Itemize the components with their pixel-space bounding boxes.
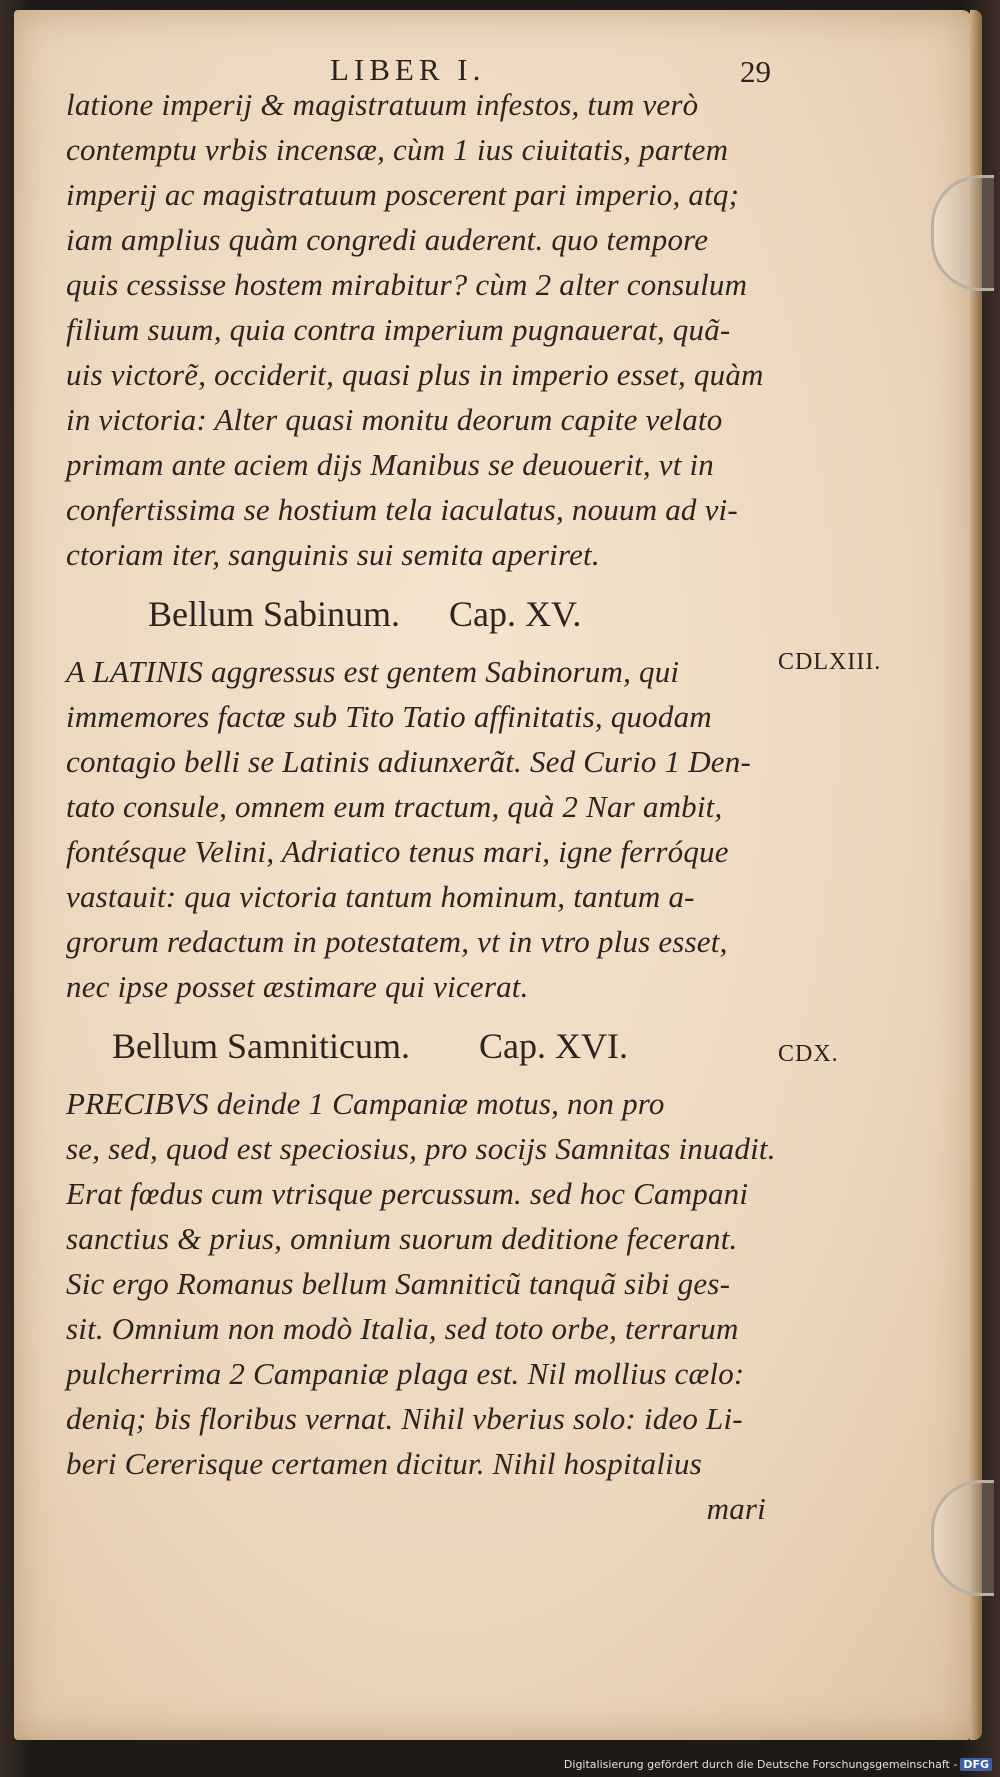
page-clip-top <box>931 175 994 291</box>
margin-note-year: CDLXIII. <box>778 649 882 675</box>
chapter-number: Cap. XV. <box>449 594 582 634</box>
text-line: se, sed, quod est speciosius, pro socijs Samnitas inuadit. <box>66 1131 776 1166</box>
text-line: vastauit: qua victoria tantum hominum, tantum a- <box>66 879 695 914</box>
page-clip-bottom <box>931 1480 994 1596</box>
text-line: latione imperij & magistratuum infestos, tum verò <box>66 87 699 122</box>
text-line: uis victorẽ, occiderit, quasi plus in imperio esset, quàm <box>66 357 764 392</box>
text-line: quis cessisse hostem mirabitur? cùm 2 alter consulum <box>66 267 748 302</box>
main-text <box>66 82 776 1531</box>
text-line: beri Cererisque certamen dicitur. Nihil hospitalius <box>66 1446 702 1481</box>
samniticum-paragraph <box>66 1081 776 1531</box>
text-line: immemores factæ sub Tito Tatio affinitatis, quodam <box>66 699 712 734</box>
text-line: in victoria: Alter quasi monitu deorum capite velato <box>66 402 723 437</box>
chapter-number: Cap. XVI. <box>478 1026 628 1066</box>
text-line: pulcherrima 2 Campaniæ plaga est. Nil mollius cælo: <box>66 1356 745 1391</box>
text-line: nec ipse posset æstimare qui vicerat. <box>66 969 529 1004</box>
digitization-credit <box>564 1758 992 1771</box>
text-line: imperij ac magistratuum poscerent pari imperio, atq; <box>66 177 740 212</box>
text-line: contemptu vrbis incensæ, cùm 1 ius ciuitatis, partem <box>66 132 729 167</box>
text-line: A LATINIS aggressus est gentem Sabinorum, qui <box>66 654 680 689</box>
chapter-heading-xvi <box>66 1021 766 1071</box>
chapter-heading-xv <box>66 589 766 639</box>
catchword: mari <box>706 1491 766 1526</box>
text-line: tato consule, omnem eum tractum, quà 2 Nar ambit, <box>66 789 723 824</box>
text-line: filium suum, quia contra imperium pugnauerat, quã- <box>66 312 731 347</box>
chapter-title: Bellum Sabinum. <box>148 594 400 634</box>
text-line: ctoriam iter, sanguinis sui semita aperiret. <box>66 537 600 572</box>
sabinum-paragraph <box>66 649 766 1009</box>
text-line: deniq; bis floribus vernat. Nihil vberius solo: ideo Li- <box>66 1401 743 1436</box>
text-line: sit. Omnium non modò Italia, sed toto orbe, terrarum <box>66 1311 739 1346</box>
text-line: contagio belli se Latinis adiunxerãt. Sed Curio 1 Den- <box>66 744 751 779</box>
text-line: confertissima se hostium tela iaculatus, nouum ad vi- <box>66 492 738 527</box>
text-line: iam amplius quàm congredi auderent. quo tempore <box>66 222 709 257</box>
text-line: sanctius & prius, omnium suorum deditione fecerant. <box>66 1221 738 1256</box>
text-line: PRECIBVS deinde 1 Campaniæ motus, non pro <box>66 1086 665 1121</box>
text-line: fontésque Velini, Adriatico tenus mari, igne ferróque <box>66 834 729 869</box>
intro-paragraph <box>66 82 766 577</box>
text-line: primam ante aciem dijs Manibus se deuouerit, vt in <box>66 447 714 482</box>
dfg-logo: DFG <box>960 1758 992 1771</box>
text-line: Sic ergo Romanus bellum Samniticũ tanquã sibi ges- <box>66 1266 731 1301</box>
chapter-title: Bellum Samniticum. <box>112 1026 410 1066</box>
credit-text: Digitalisierung gefördert durch die Deutsche Forschungsgemeinschaft - <box>563 1758 958 1771</box>
text-line: Erat fœdus cum vtrisque percussum. sed hoc Campani <box>66 1176 749 1211</box>
text-line: grorum redactum in potestatem, vt in vtro plus esset, <box>66 924 728 959</box>
margin-note-year: CDX. <box>778 1041 839 1067</box>
page-number: 29 <box>740 54 771 89</box>
running-head: LIBER I. <box>330 52 486 87</box>
